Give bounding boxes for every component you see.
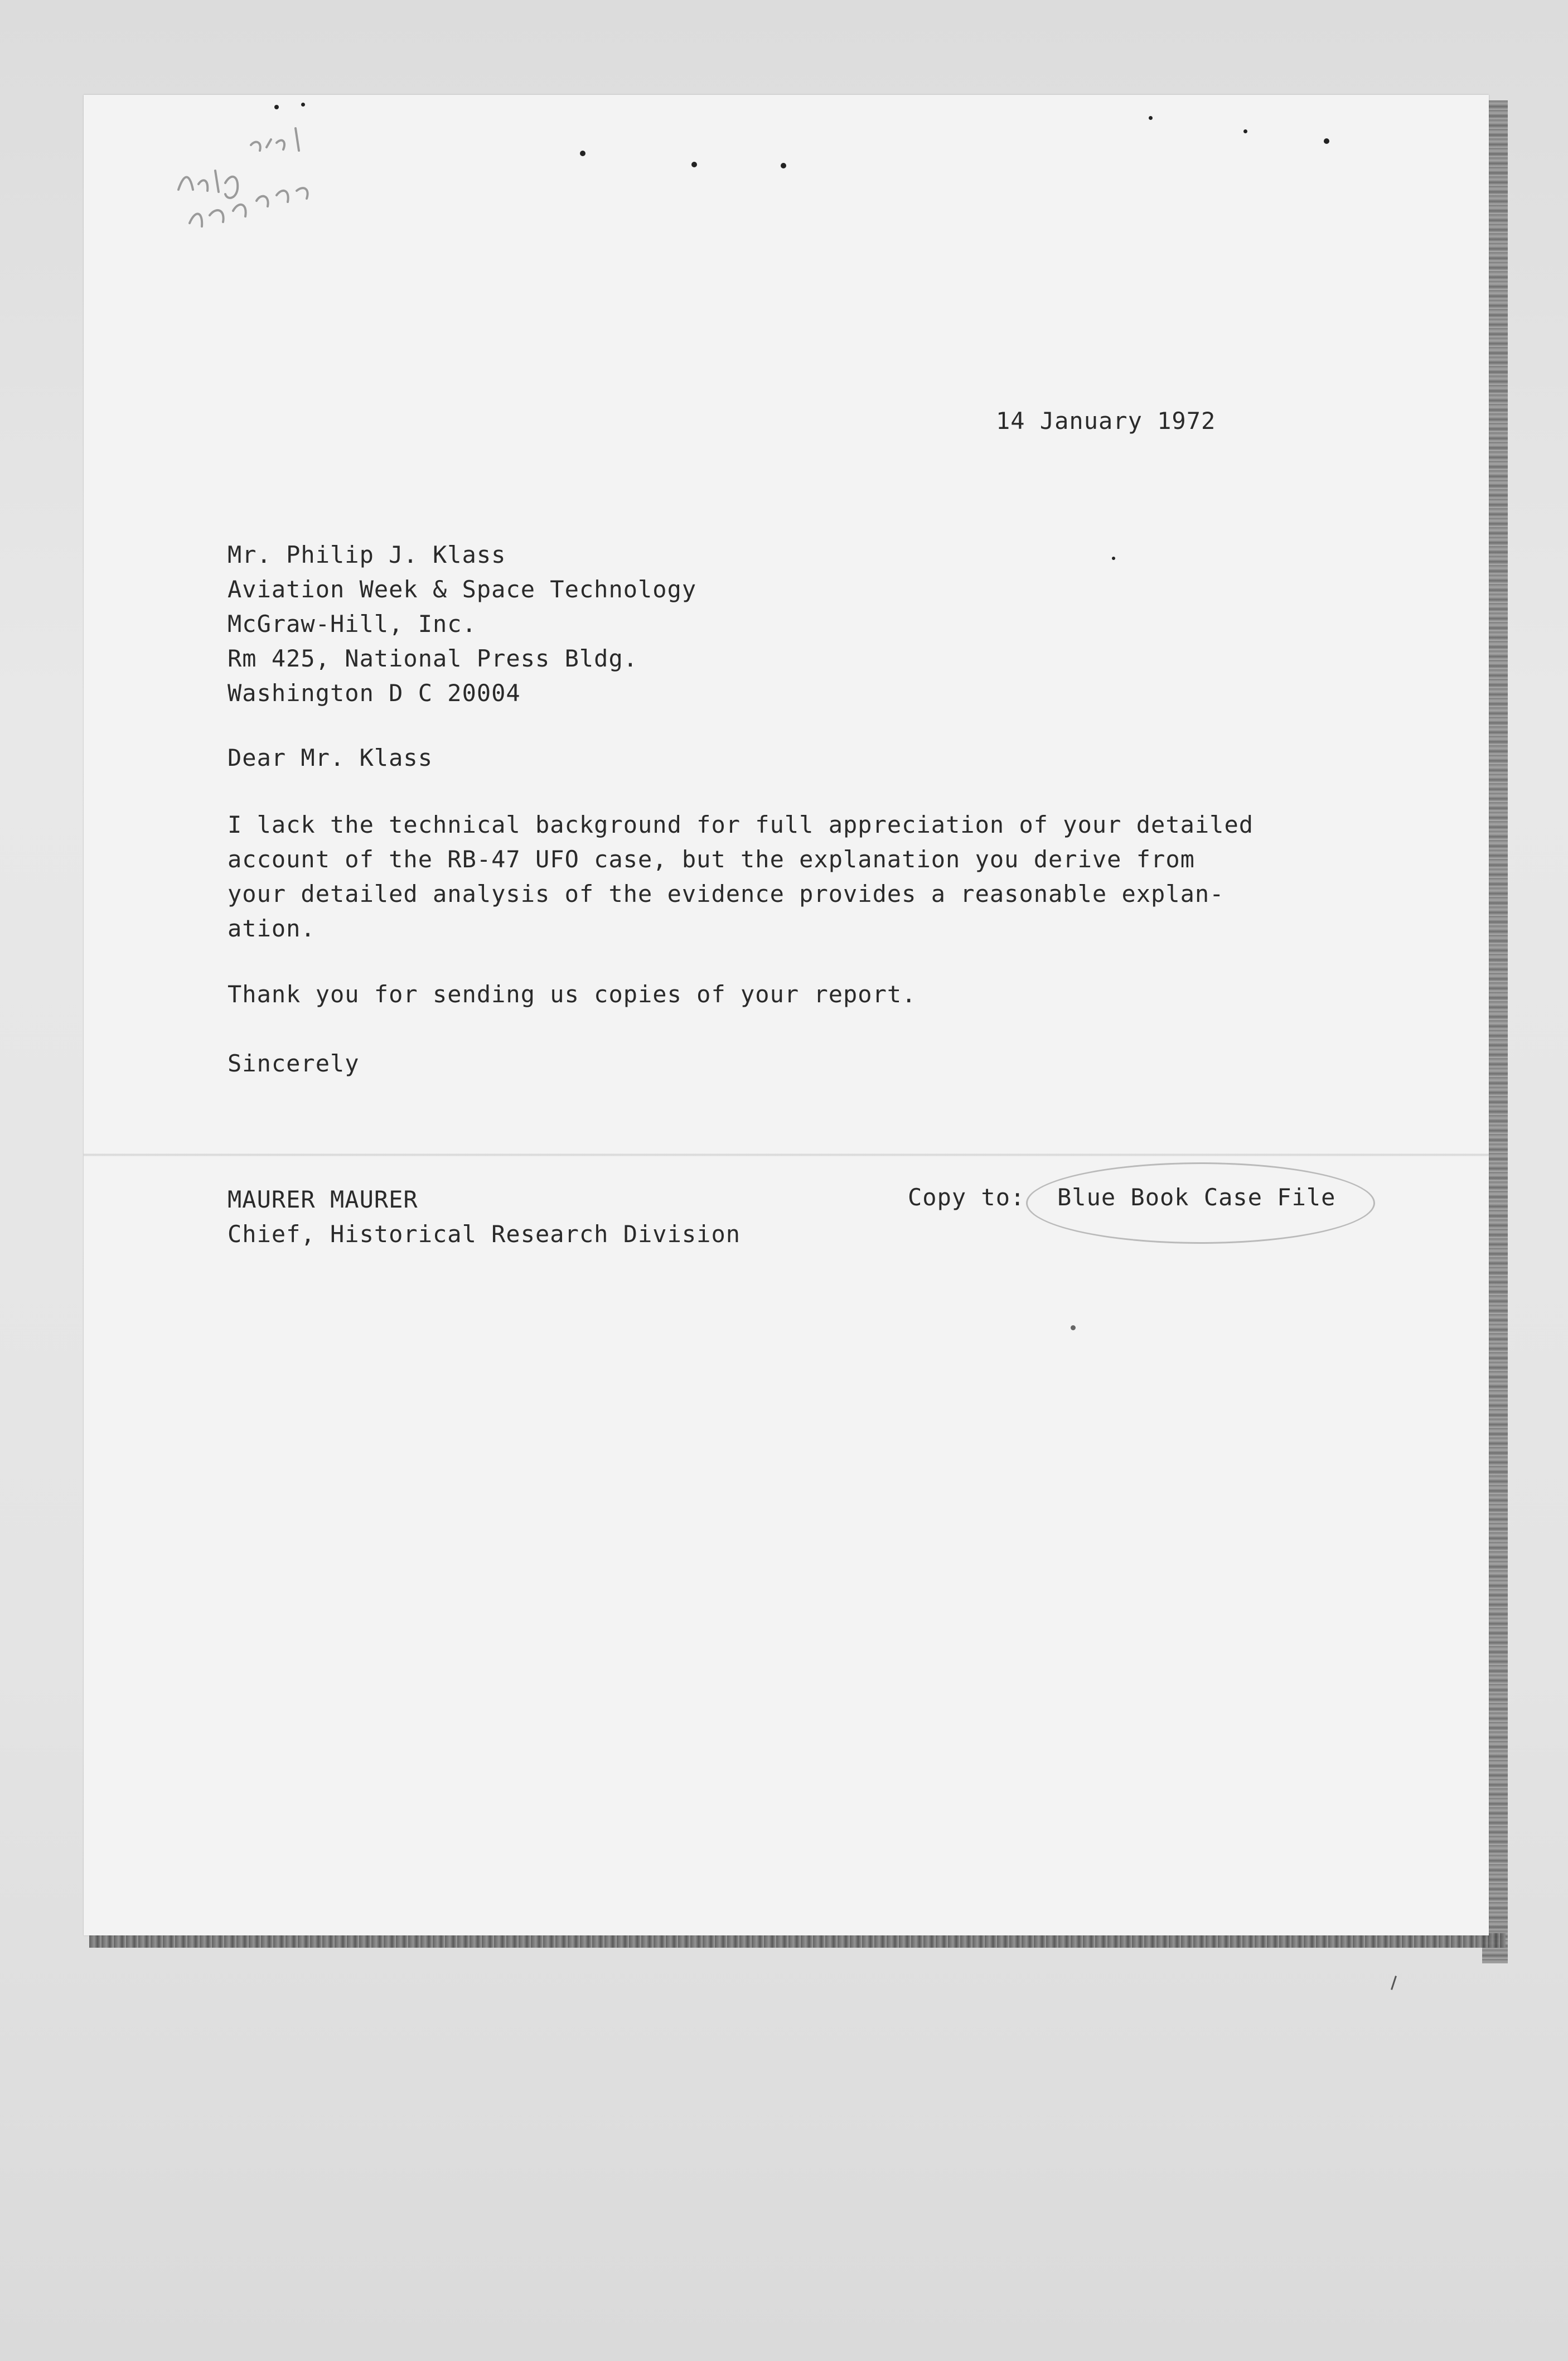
letter-date: 14 January 1972 — [996, 407, 1216, 434]
signature-block — [228, 1182, 741, 1252]
signer-name: MAURER MAURER — [228, 1186, 418, 1213]
recipient-organization: Aviation Week & Space Technology — [228, 576, 697, 603]
body-line: account of the RB-47 UFO case, but the explanation you derive from — [228, 846, 1195, 873]
letter-sheet — [84, 95, 1489, 1935]
thanks-paragraph: Thank you for sending us copies of your report. — [228, 981, 917, 1008]
dust-speck — [1112, 557, 1115, 560]
body-line: I lack the technical background for full appreciation of your detailed — [228, 811, 1254, 838]
closing: Sincerely — [228, 1050, 360, 1077]
signer-title: Chief, Historical Research Division — [228, 1220, 741, 1248]
body-paragraph — [228, 808, 1254, 946]
dust-speck — [1243, 129, 1247, 133]
copy-to-value: Blue Book Case File — [1057, 1184, 1336, 1211]
copy-to-label: Copy to: — [908, 1184, 1025, 1211]
dust-speck — [1324, 138, 1329, 144]
recipient-city: Washington D C 20004 — [228, 679, 521, 707]
recipient-address — [228, 538, 696, 711]
fold-line — [84, 1153, 1489, 1156]
dust-speck — [301, 103, 305, 107]
dust-speck — [1149, 116, 1153, 120]
dust-speck — [274, 105, 279, 109]
recipient-street: Rm 425, National Press Bldg. — [228, 645, 638, 672]
body-line: your detailed analysis of the evidence provides a reasonable explan- — [228, 880, 1225, 907]
pencil-notation-mark — [167, 117, 368, 245]
body-line: ation. — [228, 915, 316, 942]
recipient-company: McGraw-Hill, Inc. — [228, 610, 477, 638]
salutation: Dear Mr. Klass — [228, 744, 433, 771]
dust-speck — [691, 162, 697, 167]
dust-speck — [781, 163, 786, 168]
dust-speck — [580, 151, 585, 156]
dust-speck — [1071, 1325, 1076, 1330]
recipient-name: Mr. Philip J. Klass — [228, 541, 506, 568]
